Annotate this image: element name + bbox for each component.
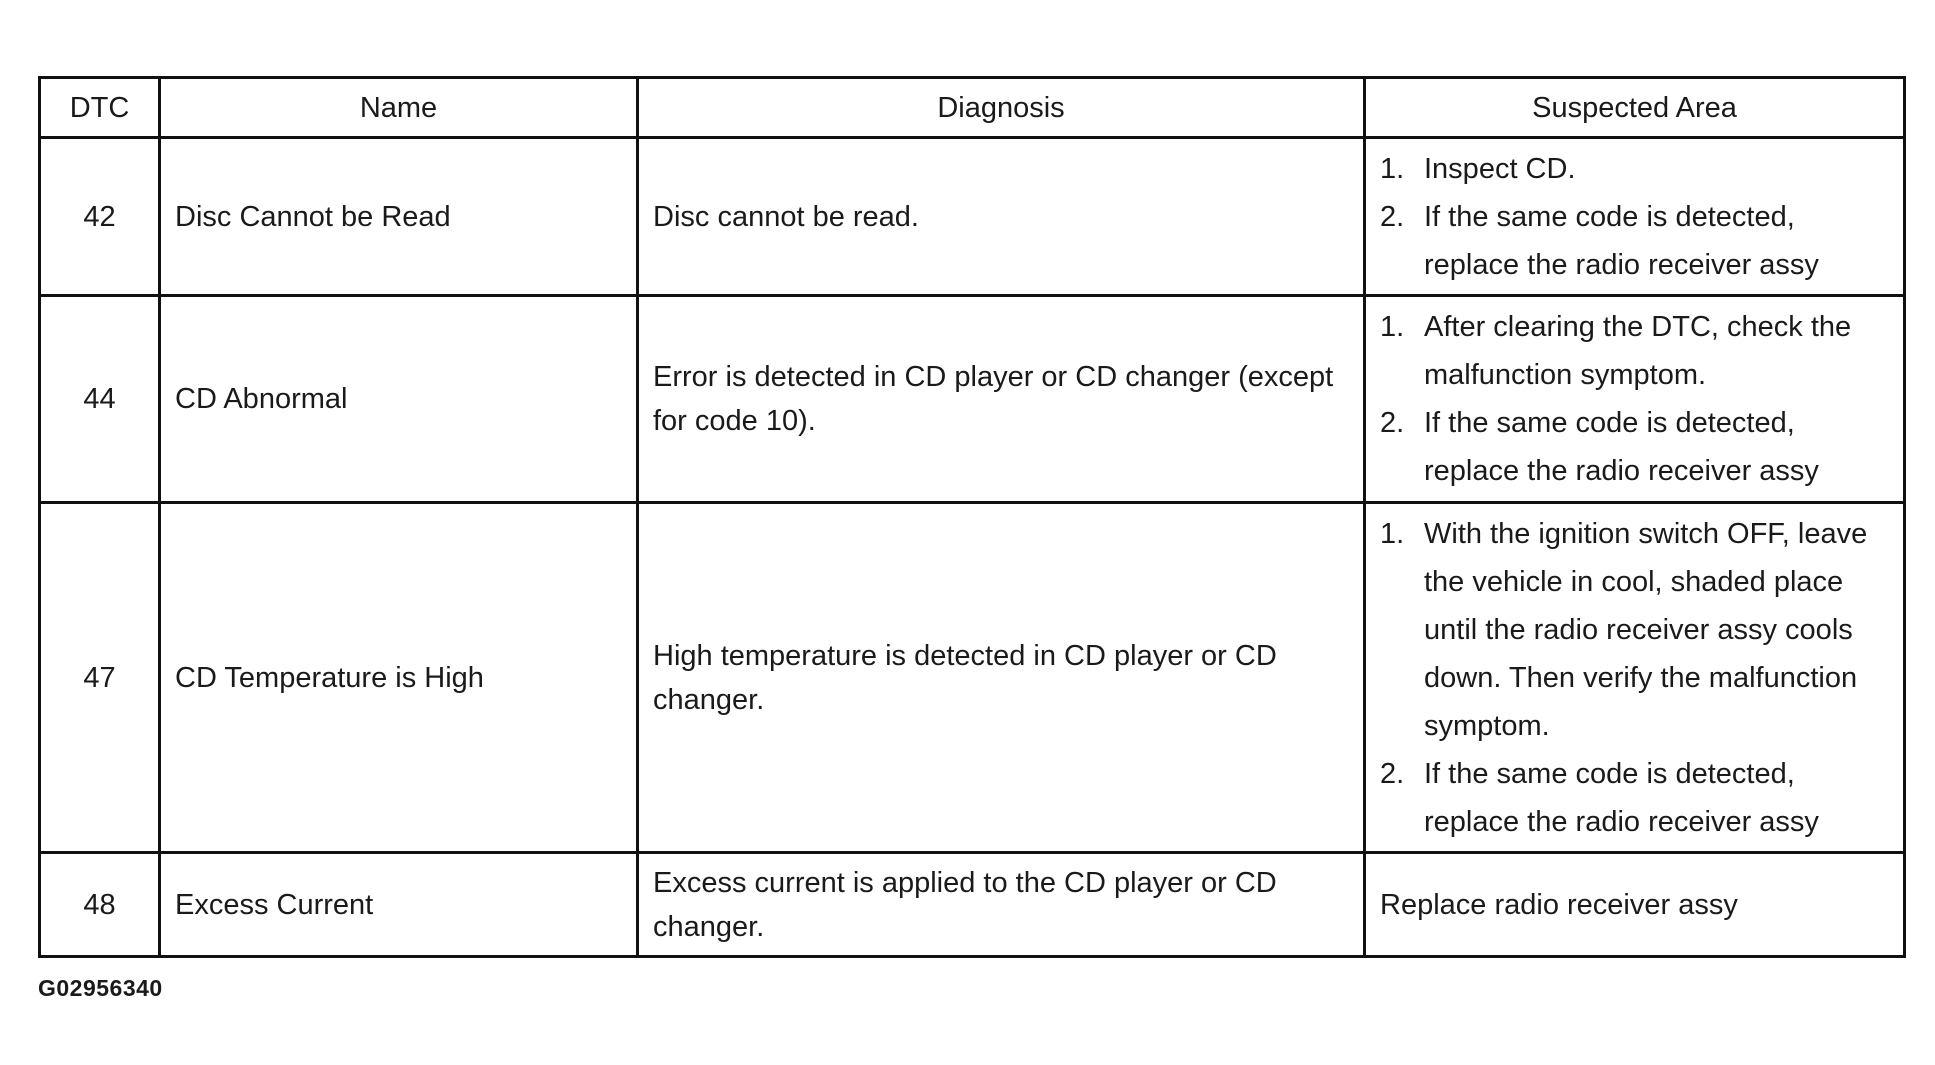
- dtc-code: 44: [40, 296, 160, 503]
- dtc-code: 42: [40, 138, 160, 296]
- header-dtc: DTC: [40, 78, 160, 138]
- table-row: [40, 503, 1905, 853]
- header-name: Name: [160, 78, 638, 138]
- suspected-area: [1365, 138, 1905, 296]
- table-header-row: [40, 78, 1905, 138]
- list-item-number: 2.: [1380, 200, 1405, 233]
- list-item: [1380, 193, 1889, 289]
- table-row: [40, 296, 1905, 503]
- suspected-area: [1365, 503, 1905, 853]
- table-row: [40, 853, 1905, 957]
- dtc-diagnosis: Error is detected in CD player or CD changer (except for code 10).: [638, 296, 1365, 503]
- table-row: [40, 138, 1905, 296]
- list-item-text: After clearing the DTC, check the malfunction symptom.: [1424, 311, 1852, 391]
- dtc-diagnosis: Excess current is applied to the CD player or CD changer.: [638, 853, 1365, 957]
- list-item-text: If the same code is detected, replace the radio receiver assy: [1424, 200, 1819, 281]
- list-item-number: 1.: [1380, 152, 1405, 185]
- dtc-name: Disc Cannot be Read: [160, 138, 638, 296]
- dtc-diagnosis: Disc cannot be read.: [638, 138, 1365, 296]
- list-item-text: Inspect CD.: [1424, 152, 1576, 185]
- list-item-number: 2.: [1380, 407, 1405, 439]
- header-suspected-area: Suspected Area: [1365, 78, 1905, 138]
- dtc-code: 47: [40, 503, 160, 853]
- dtc-name: CD Temperature is High: [160, 503, 638, 853]
- dtc-code: 48: [40, 853, 160, 957]
- list-item: [1380, 303, 1889, 399]
- suspected-area: [1365, 296, 1905, 503]
- list-item: [1380, 399, 1889, 495]
- header-diagnosis: Diagnosis: [638, 78, 1365, 138]
- list-item: [1380, 750, 1889, 846]
- list-item-number: 1.: [1380, 517, 1405, 550]
- list-item: [1380, 145, 1889, 193]
- figure-id: G02956340: [38, 975, 163, 1001]
- list-item-number: 1.: [1380, 311, 1405, 343]
- suspected-area-list: [1380, 303, 1889, 495]
- dtc-table: [38, 76, 1906, 958]
- dtc-name: Excess Current: [160, 853, 638, 957]
- dtc-diagnosis: High temperature is detected in CD player or CD changer.: [638, 503, 1365, 853]
- list-item-text: If the same code is detected, replace the radio receiver assy: [1424, 407, 1819, 487]
- suspected-area-list: [1380, 510, 1889, 846]
- suspected-area-list: [1380, 145, 1889, 289]
- list-item-text: With the ignition switch OFF, leave the vehicle in cool, shaded place until the radio receiver assy cools down. Then verify the malfunction symptom.: [1424, 517, 1868, 742]
- list-item-text: If the same code is detected, replace the radio receiver assy: [1424, 757, 1819, 838]
- list-item: [1380, 510, 1889, 750]
- list-item-number: 2.: [1380, 757, 1405, 790]
- suspected-area: Replace radio receiver assy: [1365, 853, 1905, 957]
- dtc-name: CD Abnormal: [160, 296, 638, 503]
